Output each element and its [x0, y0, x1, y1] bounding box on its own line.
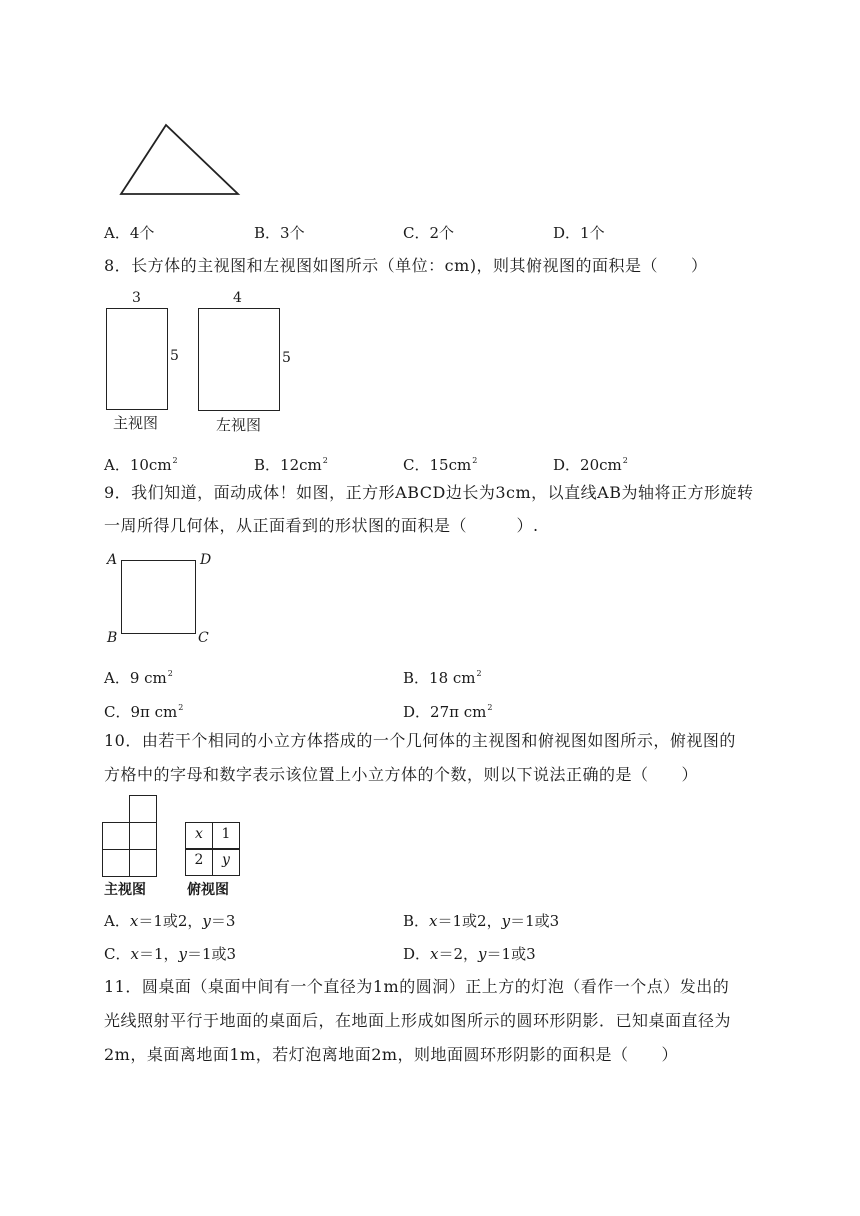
q8-stem: 8．长方体的主视图和左视图如图所示（单位：cm)，则其俯视图的面积是（ ） [104, 256, 708, 275]
q8-front-side-dim: 5 [170, 348, 179, 364]
q7-option-a[interactable]: A．4个 [104, 224, 155, 242]
q10-stem-line2: 方格中的字母和数字表示该位置上小立方体的个数，则以下说法正确的是（ ） [104, 765, 699, 784]
q8-option-c[interactable]: C．$15cm^2$ [403, 456, 478, 474]
q10-top-view-grid [185, 822, 240, 876]
q8-option-b[interactable]: B．$12cm^2$ [254, 456, 328, 474]
q9-option-a[interactable]: A．9 $cm^2$ [104, 669, 173, 687]
q9-point-b: B [107, 630, 118, 646]
q10-front-view-grid [102, 795, 157, 877]
q11-stem-line1: 11．圆桌面（桌面中间有一个直径为1m的圆洞）正上方的灯泡（看作一个点）发出的 [104, 977, 730, 996]
q8-option-d[interactable]: D．$20cm^2$ [553, 456, 628, 474]
q9-stem-line2: 一周所得几何体，从正面看到的形状图的面积是（ ）. [104, 516, 539, 535]
q7-option-d[interactable]: D．1个 [553, 224, 605, 242]
q11-stem-line2: 光线照射平行于地面的桌面后，在地面上形成如图所示的圆环形阴影．已知桌面直径为 [104, 1011, 732, 1030]
q10-top-cell-1: 1 [212, 822, 240, 850]
q10-stem-line1: 10．由若干个相同的小立方体搭成的一个几何体的主视图和俯视图如图所示，俯视图的 [104, 731, 736, 750]
q9-option-d[interactable]: D．27π $cm^2$ [403, 703, 493, 721]
q10-top-cell-x: x [185, 822, 213, 850]
q8-left-view-rect [198, 308, 280, 411]
q8-option-a[interactable]: A．$10cm^2$ [104, 456, 178, 474]
q9-option-c[interactable]: C．9π $cm^2$ [104, 703, 184, 721]
q10-option-d[interactable]: D．x＝2，y＝1或3 [403, 945, 536, 963]
q9-point-a: A [107, 552, 118, 568]
q9-stem-line1: 9．我们知道，面动成体！如图，正方形ABCD边长为3cm，以直线AB为轴将正方形旋转 [104, 483, 754, 502]
q9-point-c: C [198, 630, 209, 646]
q8-left-side-dim: 5 [282, 350, 291, 366]
q10-front-view-label: 主视图 [104, 882, 146, 898]
q7-option-b[interactable]: B．3个 [254, 224, 305, 242]
q10-option-a[interactable]: A．x＝1或2，y＝3 [104, 912, 236, 930]
q10-top-view-label: 俯视图 [187, 882, 229, 898]
q10-top-cell-2: 2 [185, 848, 213, 876]
q9-point-d: D [200, 552, 212, 568]
q8-front-top-dim: 3 [132, 290, 141, 306]
q8-left-top-dim: 4 [233, 290, 242, 306]
q8-front-view-rect [106, 308, 168, 410]
q9-option-b[interactable]: B．18 $cm^2$ [403, 669, 482, 687]
q10-option-b[interactable]: B．x＝1或2，y＝1或3 [403, 912, 560, 930]
q11-stem-line3: 2m，桌面离地面1m，若灯泡离地面2m，则地面圆环形阴影的面积是（ ） [104, 1045, 679, 1064]
triangle-figure [110, 118, 250, 200]
q10-option-c[interactable]: C．x＝1，y＝1或3 [104, 945, 237, 963]
q9-square-abcd [121, 560, 196, 634]
q8-front-view-label: 主视图 [113, 414, 159, 432]
q10-top-cell-y: y [212, 848, 240, 876]
q8-left-view-label: 左视图 [216, 416, 262, 434]
q7-option-c[interactable]: C．2个 [403, 224, 455, 242]
